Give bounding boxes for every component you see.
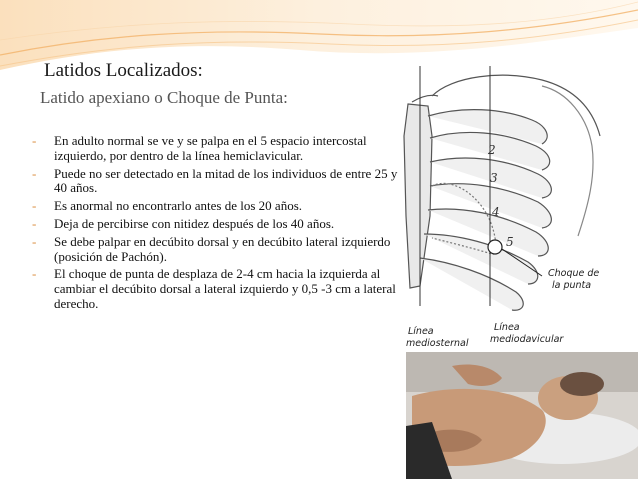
midsternal-label-line2: mediosternal [406,338,469,349]
midclavicular-label-line1: Línea [494,322,520,333]
slide-title: Latidos Localizados: [44,60,203,81]
bullet-marker: - [32,133,37,148]
bullet-item [32,167,402,197]
bullet-item [32,235,402,265]
bullet-text: Se debe palpar en decúbito dorsal y en decúbito lateral izquierdo (posición de Pachón). [54,233,391,264]
rib-number: 2 [488,143,496,157]
apex-label-line2: la punta [552,280,592,291]
rib-number: 4 [492,205,500,219]
rib-number: 5 [506,235,514,249]
midsternal-label-line1: Línea [408,326,434,337]
bullet-list [32,134,402,315]
bullet-text: En adulto normal se ve y se palpa en el 5 espacio intercostal izquierdo, por dentro de la línea hemiclavicular. [54,133,367,163]
bullet-text: El choque de punta de desplaza de 2-4 cm hacia la izquierda al cambiar el decúbito dorsal a lateral izquierdo y 0,5 -3 cm a lateral derecho. [54,266,396,311]
bullet-marker: - [32,215,37,231]
slide-subtitle: Latido apexiano o Choque de Punta: [40,88,288,107]
bullet-item [32,134,402,164]
bullet-marker: - [32,198,37,214]
bullet-item [32,199,402,214]
bullet-item [32,267,402,311]
bullet-text: Es anormal no encontrarlo antes de los 20 años. [54,198,303,214]
bullet-item [32,217,402,232]
apex-label-line1: Choque de [548,268,600,279]
bullet-marker: - [32,266,37,282]
bullet-marker: - [32,165,37,181]
anatomy-figure [392,66,638,479]
bullet-text: Puede no ser detectado en la mitad de los individuos de entre 25 y 40 años. [54,165,398,196]
midclavicular-label-line2: mediodavicular [490,334,564,345]
bullet-text: Deja de percibirse con nitidez después de los 40 años. [54,215,335,231]
rib-number: 3 [490,171,498,185]
patient-photo [406,352,638,479]
bullet-marker: - [32,233,37,249]
